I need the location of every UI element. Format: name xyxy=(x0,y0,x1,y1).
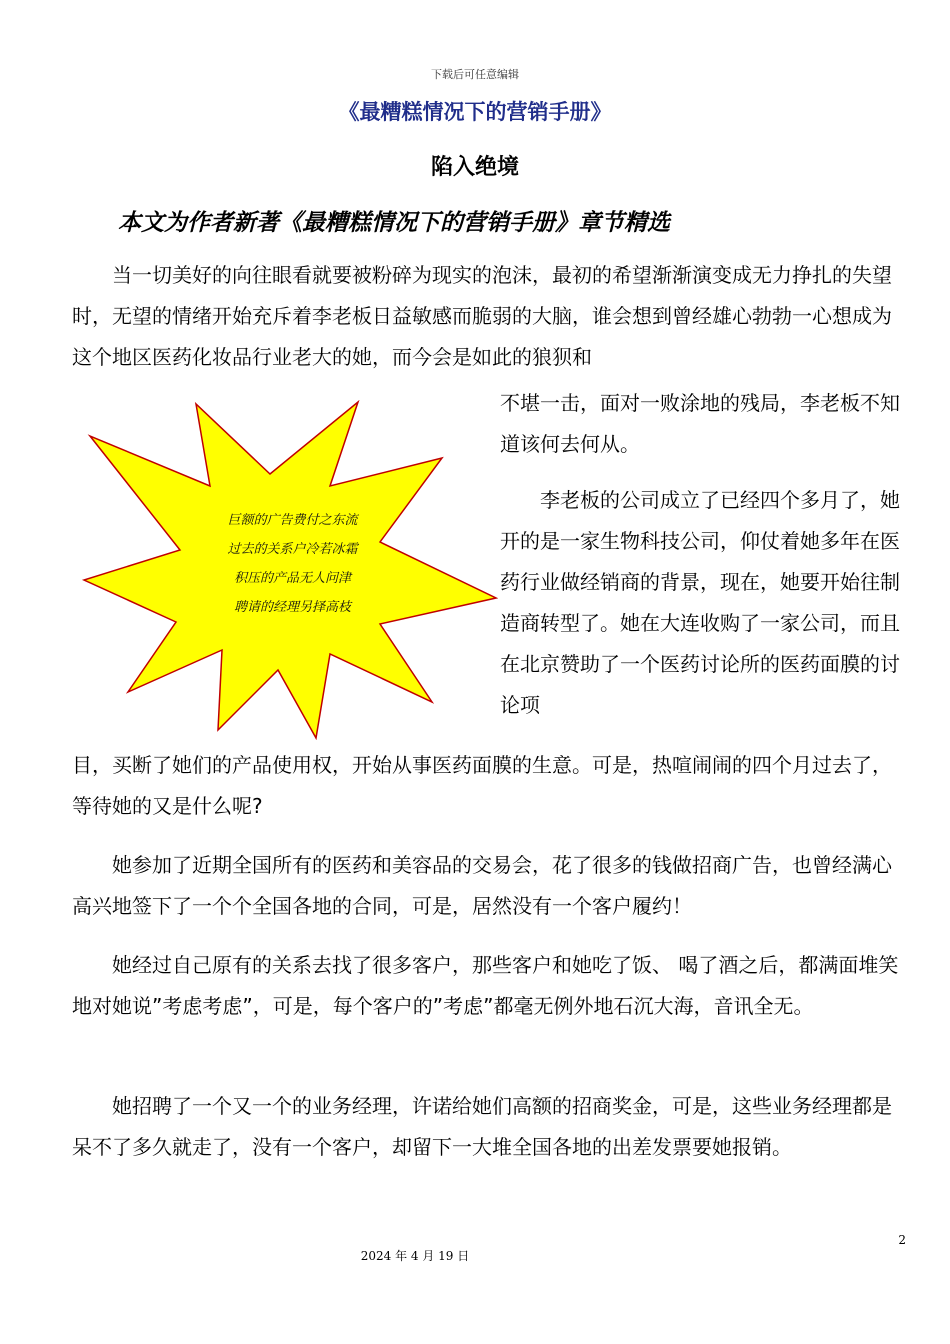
paragraph-4 xyxy=(72,945,910,1027)
paragraph-5-text: 她招聘了一个又一个的业务经理，许诺给她们高额的招商奖金，可是，这些业务经理都是呆不了多久就走了，没有一个客户，却留下一大堆全国各地的出差发票要她报销。 xyxy=(72,1094,892,1159)
wrapped-text-column xyxy=(500,383,910,726)
footer-date: 2024 年 4 月 19 日 xyxy=(360,1249,470,1263)
subtitle: 本文为作者新著《最糟糕情况下的营销手册》章节精选 xyxy=(118,210,670,236)
page-number: 2 xyxy=(898,1233,906,1247)
starburst-text xyxy=(185,506,400,622)
starburst-line-3: 积压的产品无人问津 xyxy=(233,571,351,586)
paragraph-3 xyxy=(72,845,910,927)
starburst-line-4: 聘请的经理另择高枝 xyxy=(233,600,351,615)
chapter-title: 陷入绝境 xyxy=(430,155,519,180)
paragraph-2-tail xyxy=(72,745,910,827)
header-note: 下载后可任意编辑 xyxy=(431,68,519,81)
paragraph-2-wrap: 李老板的公司成立了已经四个多月了，她开的是一家生物科技公司，仰仗着她多年在医药行业做经销商的背景，现在，她要开始往制造商转型了。她在大连收购了一家公司，而且在北京赞助了一个医药讨论所的医药面膜的讨论项 xyxy=(500,488,900,717)
paragraph-3-text: 她参加了近期全国所有的医药和美容品的交易会，花了很多的钱做招商广告，也曾经满心高兴地签下了一个个全国各地的合同，可是，居然没有一个客户履约！ xyxy=(72,853,892,918)
paragraph-1-wrap: 不堪一击，面对一败涂地的残局，李老板不知道该何去何从。 xyxy=(500,391,900,456)
paragraph-2-tail-text: 目，买断了她们的产品使用权，开始从事医药面膜的生意。可是，热喧闹闹的四个月过去了，等待她的又是什么呢? xyxy=(72,753,892,818)
starburst-line-1: 巨额的广告费付之东流 xyxy=(227,513,358,528)
paragraph-1-text: 当一切美好的向往眼看就要被粉碎为现实的泡沫，最初的希望渐渐演变成无力挣扎的失望时，无望的情绪开始充斥着李老板日益敏感而脆弱的大脑，谁会想到曾经雄心勃勃一心想成为这个地区医药化妆品行业老大的她，而今会是如此的狼狈和 xyxy=(72,263,892,369)
document-title: 《最糟糕情况下的营销手册》 xyxy=(338,100,612,124)
paragraph-4-text: 她经过自己原有的关系去找了很多客户，那些客户和她吃了饭、 喝了酒之后，都满面堆笑地对她说”考虑考虑”，可是，每个客户的”考虑”都毫无例外地石沉大海，音讯全无。 xyxy=(72,953,899,1018)
paragraph-1 xyxy=(72,255,910,378)
starburst-line-2: 过去的关系户冷若冰霜 xyxy=(227,542,358,557)
paragraph-5 xyxy=(72,1086,910,1168)
